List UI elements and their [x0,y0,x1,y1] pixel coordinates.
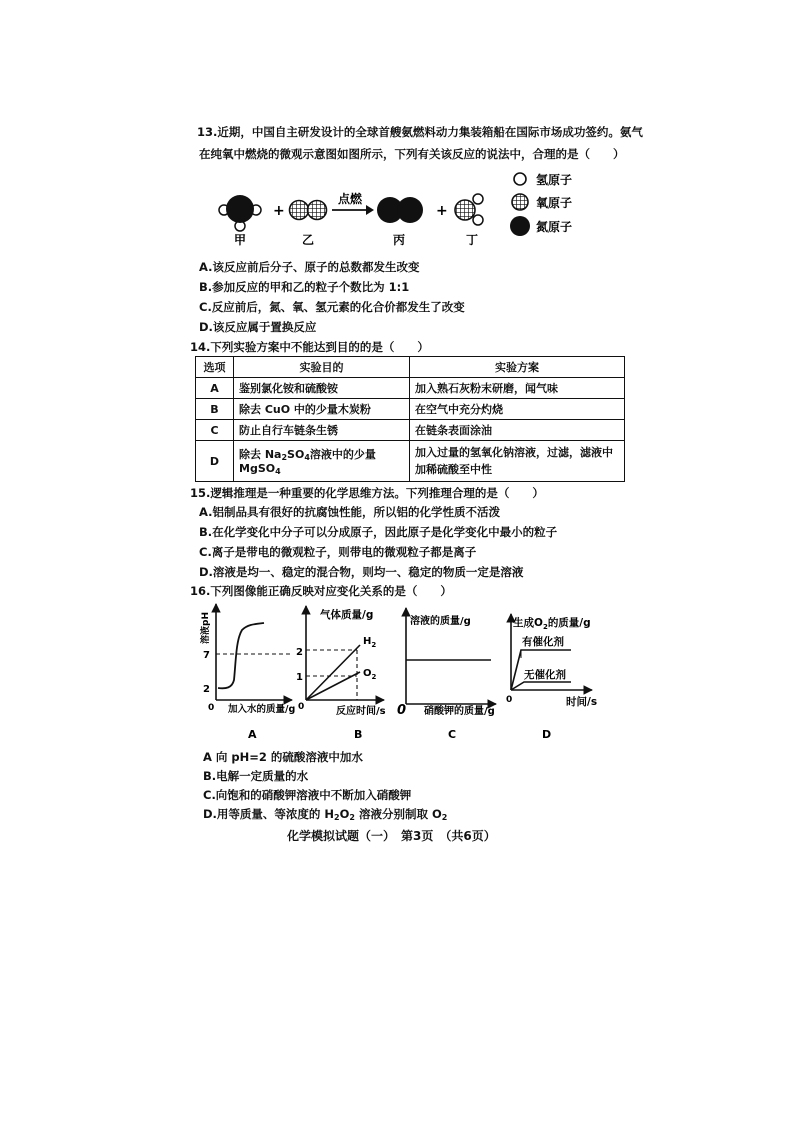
graph-b-tick: 1 [296,672,303,683]
graph-a [199,604,295,741]
label-bing: 丙 [393,233,406,247]
graph-d-series-no-catalyst: 无催化剂 [524,669,566,681]
table-row [196,399,625,420]
graph-letter-b: B [354,728,363,741]
table-row [196,378,625,399]
q16-stem: 16.下列图像能正确反映对应变化关系的是（ ） [190,584,452,598]
q16-option-c: C.向饱和的硝酸钾溶液中不断加入硝酸钾 [203,788,412,802]
q13-stem-line1: 13.近期，中国自主研发设计的全球首艘氨燃料动力集装箱船在国际市场成功签约。氨气 [197,125,643,139]
row-purpose: 鉴别氯化铵和硫酸铵 [234,378,410,399]
header-plan: 实验方案 [410,357,625,378]
graph-a-tick: 2 [203,684,210,695]
graph-c [397,608,496,741]
row-option: C [196,420,234,441]
header-purpose: 实验目的 [234,357,410,378]
graph-d-series-catalyst: 有催化剂 [522,636,564,648]
graph-b-series-o2: $O_2$ [363,668,377,681]
graph-b-xlabel: 反应时间/s [336,706,386,717]
graph-d-ylabel: 生成$O_2$的质量/g [513,617,591,631]
row-option: B [196,399,234,420]
molecule-h2o [455,194,483,225]
q15-option-b: B.在化学变化中分子可以分成原子，因此原子是化学变化中最小的粒子 [199,525,558,539]
row-purpose: 除去 $Na_2SO_4$溶液中的少量 MgSO$_4$ [234,441,410,482]
table-header-row [196,357,625,378]
graph-d [506,614,597,741]
header-option: 选项 [196,357,234,378]
row-purpose: 除去 CuO 中的少量木炭粉 [234,399,410,420]
page-footer: 化学模拟试题（一） 第3页 （共6页） [287,829,496,843]
table-row [196,441,625,482]
label-yi: 乙 [302,233,315,247]
atom-legend [510,172,572,236]
graph-c-origin: 0 [397,703,407,718]
q16-option-b: B.电解一定质量的水 [203,769,309,783]
row-purpose: 防止自行车链条生锈 [234,420,410,441]
graph-letter-c: C [448,728,457,741]
q13-option-b: B.参加反应的甲和乙的粒子个数比为 1:1 [199,280,410,294]
row-plan: 在链条表面涂油 [410,420,625,441]
legend-oxygen: 氧原子 [536,196,573,210]
q13-option-c: C.反应前后，氮、氧、氢元素的化合价都发生了改变 [199,300,465,314]
q14-table [195,356,625,482]
graph-b-ylabel: 气体质量/g [320,609,374,621]
molecule-nh3 [219,195,261,231]
q13-stem-line2: 在纯氧中燃烧的微观示意图如图所示，下列有关该反应的说法中，合理的是（ ） [199,147,625,161]
plus-sign: + [436,203,448,219]
table-row [196,420,625,441]
row-option: A [196,378,234,399]
graph-c-ylabel: 溶液的质量/g [410,616,471,627]
q16-option-a: A 向 pH=2 的硫酸溶液中加水 [203,750,363,764]
graph-a-ylabel: 溶液pH [201,612,211,644]
graph-d-xlabel: 时间/s [566,696,598,708]
reaction-condition: 点燃 [338,192,363,206]
graph-letter-a: A [248,728,257,741]
q14-stem: 14.下列实验方案中不能达到目的的是（ ） [190,340,429,354]
row-plan: 加入过量的氢氧化钠溶液，过滤，滤液中加稀硫酸至中性 [410,441,625,482]
label-ding: 丁 [466,233,479,247]
q13-option-a: A.该反应前后分子、原子的总数都发生改变 [199,260,420,274]
q13-reaction-diagram [200,164,620,254]
plus-sign: + [273,203,285,219]
label-jia: 甲 [234,233,247,247]
row-plan: 在空气中充分灼烧 [410,399,625,420]
molecule-n2 [377,197,423,223]
q13-option-d: D.该反应属于置换反应 [199,320,317,334]
graph-letter-d: D [542,728,552,741]
graph-a-origin: 0 [208,703,215,713]
graph-d-origin: 0 [506,695,513,705]
q15-option-d: D.溶液是均一、稳定的混合物，则均一、稳定的物质一定是溶液 [199,565,524,579]
q16-option-d: D.用等质量、等浓度的 $H_2O_2$ 溶液分别制取 $O_2$ [203,807,448,822]
legend-hydrogen: 氢原子 [536,173,573,187]
graph-b [296,606,386,741]
q15-stem: 15.逻辑推理是一种重要的化学思维方法。下列推理合理的是（ ） [190,486,544,500]
graph-b-series-h2: $H_2$ [363,636,377,649]
q15-option-a: A.铝制品具有很好的抗腐蚀性能，所以铝的化学性质不活泼 [199,505,500,519]
row-option: D [196,441,234,482]
graph-a-tick: 7 [203,650,210,661]
q15-option-c: C.离子是带电的微观粒子，则带电的微观粒子都是离子 [199,545,477,559]
row-plan: 加入熟石灰粉末研磨，闻气味 [410,378,625,399]
legend-nitrogen: 氮原子 [536,220,573,234]
graph-b-origin: 0 [298,702,305,712]
graph-b-tick: 2 [296,647,303,658]
molecule-o2 [290,201,327,220]
graph-a-xlabel: 加入水的质量/g [228,704,296,715]
graph-c-xlabel: 硝酸钾的质量/g [424,706,495,717]
q16-graphs [196,600,606,745]
